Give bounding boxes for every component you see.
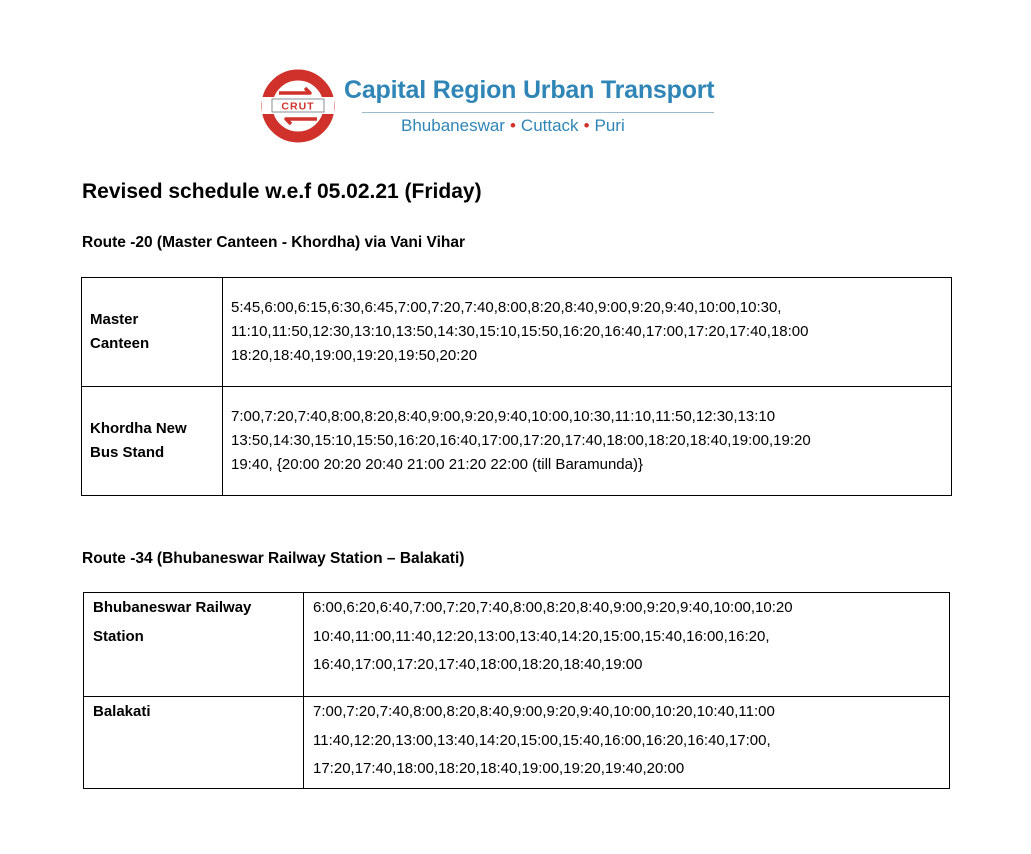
stop-name-line: Canteen <box>90 335 150 352</box>
logo-city: Bhubaneswar <box>401 116 505 135</box>
times-line: 11:10,11:50,12:30,13:10,13:50,14:30,15:10,15:50,16:20,16:40,17:00,17:20,17:40,18:00 <box>231 323 809 340</box>
times-line: 7:00,7:20,7:40,8:00,8:20,8:40,9:00,9:20,9:40,10:00,10:20,10:40,11:00 <box>313 703 775 720</box>
times-line: 6:00,6:20,6:40,7:00,7:20,7:40,8:00,8:20,8:40,9:00,9:20,9:40,10:00,10:20 <box>313 599 793 616</box>
stop-name-line: Balakati <box>93 703 151 720</box>
times-line: 10:40,11:00,11:40,12:20,13:00,13:40,14:20,15:00,15:40,16:00,16:20, <box>313 627 770 645</box>
times-line: 18:20,18:40,19:00,19:20,19:50,20:20 <box>231 347 478 364</box>
stop-cell <box>82 387 223 496</box>
logo-city: Puri <box>594 116 625 135</box>
route-34-table <box>83 592 950 789</box>
stop-cell <box>84 697 304 789</box>
table-row <box>84 697 950 789</box>
times-line: 7:00,7:20,7:40,8:00,8:20,8:40,9:00,9:20,9:40,10:00,10:30,11:10,11:50,12:30,13:10 <box>231 408 776 425</box>
logo-separator: • <box>583 116 590 135</box>
crut-logo <box>258 66 728 148</box>
logo-badge-text: CRUT <box>281 100 315 113</box>
times-line: 5:45,6:00,6:15,6:30,6:45,7:00,7:20,7:40,8:00,8:20,8:40,9:00,9:20,9:40,10:00,10:30, <box>231 299 782 316</box>
table-row <box>82 278 952 387</box>
stop-name-line: Khordha New <box>90 420 187 437</box>
stop-name-line: Master <box>90 311 139 328</box>
stop-name-line: Bus Stand <box>90 444 165 461</box>
times-cell <box>223 387 952 496</box>
logo-cities <box>401 116 625 136</box>
times-line: 17:20,17:40,18:00,18:20,18:40,19:00,19:20,19:40,20:00 <box>313 760 685 777</box>
route-20-title: Route -20 (Master Canteen - Khordha) via Vani Vihar <box>82 234 465 251</box>
route-34-title: Route -34 (Bhubaneswar Railway Station – Balakati) <box>82 550 465 567</box>
times-line: 19:40, {20:00 20:20 20:40 21:00 21:20 22:00 (till Baramunda)} <box>231 456 643 473</box>
times-cell <box>304 593 950 697</box>
stop-cell <box>82 278 223 387</box>
times-cell <box>223 278 952 387</box>
route-20-table <box>81 277 952 496</box>
stop-cell <box>84 593 304 697</box>
logo-city: Cuttack <box>520 116 579 135</box>
times-cell <box>304 697 950 789</box>
table-row <box>82 387 952 496</box>
times-line: 16:40,17:00,17:20,17:40,18:00,18:20,18:40,19:00 <box>313 656 643 673</box>
crut-logo-mark-icon <box>258 66 338 146</box>
page-title: Revised schedule w.e.f 05.02.21 (Friday) <box>82 180 482 203</box>
logo-title: Capital Region Urban Transport <box>344 76 715 104</box>
logo-divider <box>362 112 714 113</box>
logo-separator: • <box>509 116 516 135</box>
times-line: 11:40,12:20,13:00,13:40,14:20,15:00,15:40,16:00,16:20,16:40,17:00, <box>313 731 771 749</box>
stop-name-line: Bhubaneswar Railway <box>93 599 252 616</box>
table-row <box>84 593 950 697</box>
stop-name-line: Station <box>93 627 144 645</box>
times-line: 13:50,14:30,15:10,15:50,16:20,16:40,17:00,17:20,17:40,18:00,18:20,18:40,19:00,19:20 <box>231 432 811 449</box>
